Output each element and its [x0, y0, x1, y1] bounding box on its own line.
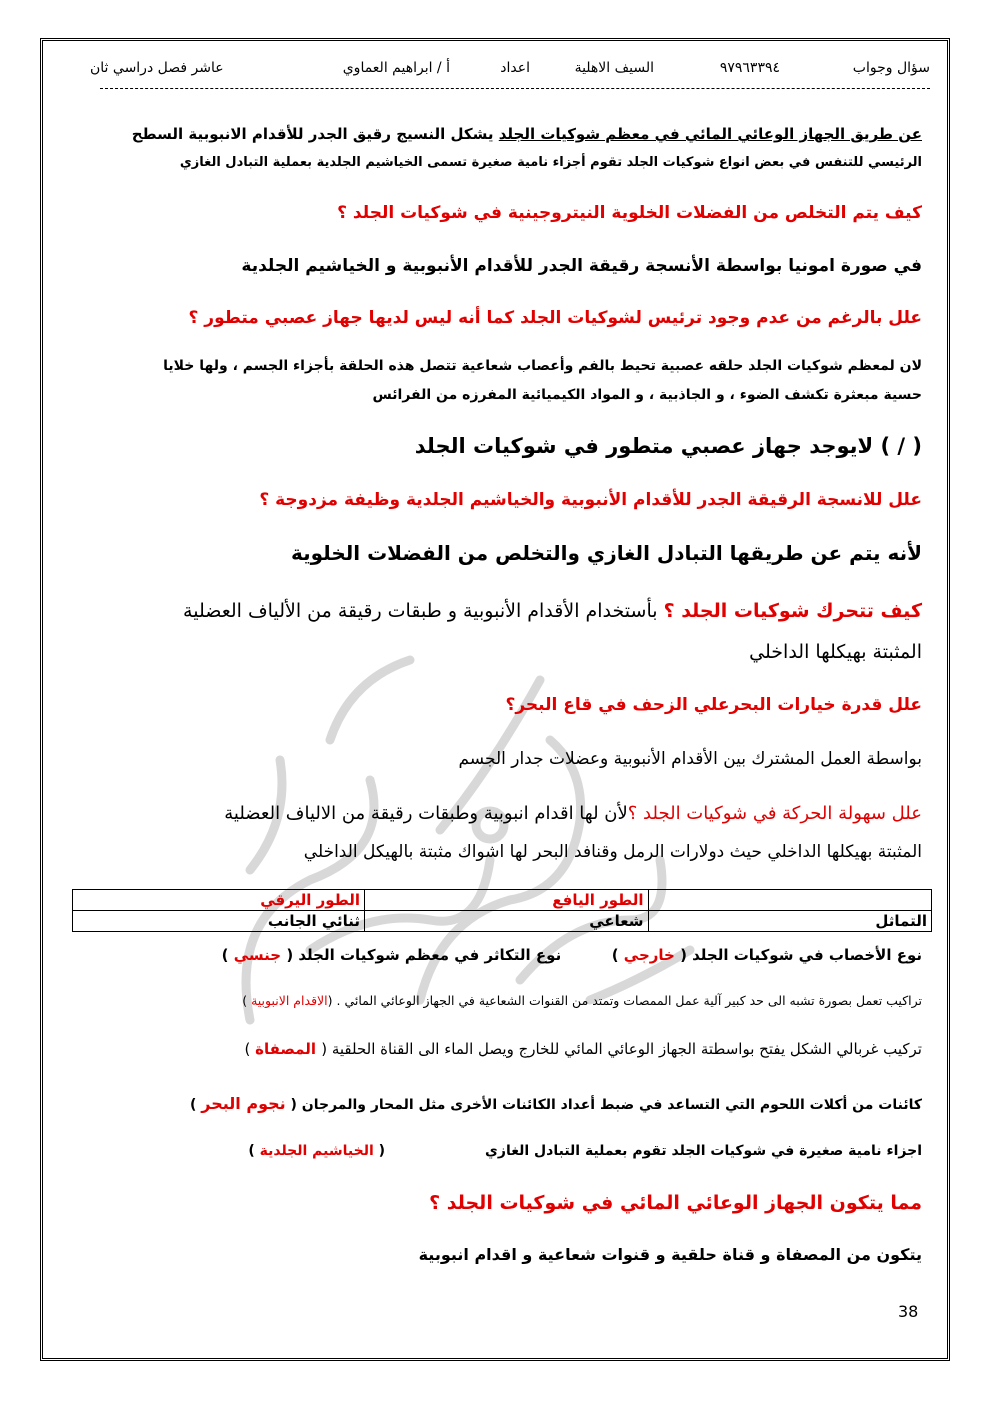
- paren: ): [189, 1097, 202, 1113]
- paren: ): [248, 1143, 260, 1159]
- page-header: [62, 60, 930, 82]
- paren: (: [327, 993, 337, 1008]
- definition-text: اجزاء نامية صغيرة في شوكيات الجلد تقوم بعملية التبادل الغازي: [485, 1143, 922, 1159]
- question-2: علل بالرغم من عدم وجود ترئيس لشوكيات الجلد كما أنه ليس لديها جهاز عصبي متطور ؟: [188, 308, 922, 328]
- definition-text: تراكيب تعمل بصورة تشبه الى حد كبير آلية عمل الممصات وتمتد من القنوات الشعاعية في الجهاز الوعائي المائي .: [336, 993, 922, 1008]
- question-7-line-1: [72, 803, 922, 824]
- definition-term: نجوم البحر: [201, 1094, 286, 1113]
- answer-7-part-1: لأن لها اقدام انبوبية وطبقات رقيقة من الالياف العضلية: [224, 803, 628, 824]
- header-subject: سؤال وجواب: [852, 60, 930, 76]
- table-header-cell: الطور اليافع: [365, 890, 648, 911]
- header-divider: [100, 88, 930, 89]
- definition-2: [72, 1040, 922, 1058]
- table-cell: ثنائي الجانب: [73, 911, 365, 932]
- paren: (: [373, 1143, 386, 1159]
- reproduction-value: جنسي: [228, 946, 287, 964]
- answer-4: لأنه يتم عن طريقها التبادل الغازي والتخلص من الفضلات الخلوية: [290, 541, 922, 565]
- table-cell: شعاعي: [365, 911, 648, 932]
- answer-5-part-1: بأستخدام الأقدام الأنبوبية و طبقات رقيقة من الألياف العضلية: [183, 600, 664, 622]
- definition-term: الاقدام الانبوبية: [251, 993, 328, 1008]
- answer-8: يتكون من المصفاة و قناة حلقية و قنوات شعاعية و اقدام انبوبية: [418, 1245, 922, 1264]
- table-header-cell: [648, 890, 931, 911]
- intro-line-2: الرئيسي للتنفس في بعض انواع شوكيات الجلد تقوم أجزاء نامية صغيرة تسمى الخياشيم الجلدية بعملية التبادل الغازي: [179, 155, 922, 170]
- intro-rest: يشكل النسيج رقيق الجدر للأقدام الانبوبية السطح: [131, 125, 499, 143]
- watermark-signature: [190, 620, 710, 1040]
- definition-3: [72, 1094, 922, 1113]
- header-teacher: أ / ابراهيم العماوي: [342, 60, 450, 76]
- table-header-cell: الطور اليرقي: [73, 890, 365, 911]
- question-1: كيف يتم التخلص من الفضلات الخلوية النيتروجينية في شوكيات الجلد ؟: [337, 203, 922, 223]
- intro-underlined: عن طريق الجهاز الوعائي المائي في معظم شوكيات الجلد: [498, 125, 922, 143]
- table-cell: التماثل: [648, 911, 931, 932]
- header-phone: ٩٧٩٦٣٣٩٤: [719, 60, 780, 76]
- question-7: علل سهولة الحركة في شوكيات الجلد ؟: [627, 803, 922, 824]
- question-4: علل للانسجة الرقيقة الجدر للأقدام الأنبوبية والخياشيم الجلدية وظيفة مزدوجة ؟: [259, 490, 922, 510]
- table-row: [73, 911, 932, 932]
- question-6: علل قدرة خيارات البحرعلي الزحف في قاع البحر؟: [505, 695, 922, 715]
- answer-7-line-2: المثبتة بهيكلها الداخلي حيث دولارات الرمل وقنافد البحر لها اشواك مثبتة بالهيكل الداخلي: [303, 842, 922, 862]
- intro-line-1: [72, 125, 922, 143]
- comparison-table: [72, 889, 932, 932]
- paren: ): [244, 1040, 256, 1058]
- header-school: السيف الاهلية: [574, 60, 654, 76]
- paren: (: [321, 1040, 332, 1058]
- answer-1: في صورة امونيا بواسطة الأنسجة رقيقة الجدر للأقدام الأنبوبية و الخياشيم الجلدية: [241, 256, 922, 276]
- header-grade: عاشر فصل دراسي ثان: [90, 60, 224, 76]
- definition-term: الخياشيم الجلدية: [259, 1143, 374, 1159]
- question-8: مما يتكون الجهاز الوعائي المائي في شوكيات الجلد ؟: [429, 1192, 922, 1214]
- question-5: كيف تتحرك شوكيات الجلد ؟: [663, 600, 922, 622]
- reproduction-label: نوع التكاثر في معظم شوكيات الجلد (: [286, 946, 562, 964]
- answer-2-line-2: حسية مبعثرة تكشف الضوء ، و الجاذبية ، و المواد الكيميائية المفرزه من الفرائس: [372, 387, 922, 403]
- header-prepared: اعداد: [500, 60, 530, 76]
- page-number: 38: [898, 1302, 919, 1321]
- definition-text: كائنات من أكلات اللحوم التي التساعد في ضبط أعداد الكائنات الأخرى مثل المحار والمرجان: [301, 1097, 922, 1113]
- answer-5-line-2: المثبتة بهيكلها الداخلي: [749, 641, 922, 663]
- definition-4: [72, 1143, 922, 1159]
- definition-term: المصفاة: [255, 1040, 322, 1058]
- fertilization-value: خارجي: [618, 946, 681, 964]
- types-line: [72, 946, 922, 964]
- paren: ): [611, 946, 619, 964]
- answer-2-line-1: لان لمعظم شوكيات الجلد حلقه عصبية تحيط بالفم وأعصاب شعاعية تتصل هذه الحلقة بأجزاء الجسم ، ولها خلايا: [163, 358, 922, 374]
- definition-text: تركيب غربالي الشكل يفتح بواسطتة الجهاز الوعائي المائي للخارج ويصل الماء الى القناة الحلقية: [331, 1040, 922, 1058]
- definition-1: [72, 993, 922, 1008]
- table-header-row: [73, 890, 932, 911]
- statement-3: ( / ) لايوجد جهاز عصبي متطور في شوكيات الجلد: [414, 434, 922, 458]
- paren: ): [221, 946, 229, 964]
- paren: (: [285, 1097, 302, 1113]
- answer-6: بواسطة العمل المشترك بين الأقدام الأنبوبية وعضلات جدار الجسم: [458, 749, 922, 769]
- paren: ): [242, 993, 252, 1008]
- fertilization-label: نوع الأخصاب في شوكيات الجلد (: [680, 946, 922, 964]
- question-5-line-1: [72, 600, 922, 622]
